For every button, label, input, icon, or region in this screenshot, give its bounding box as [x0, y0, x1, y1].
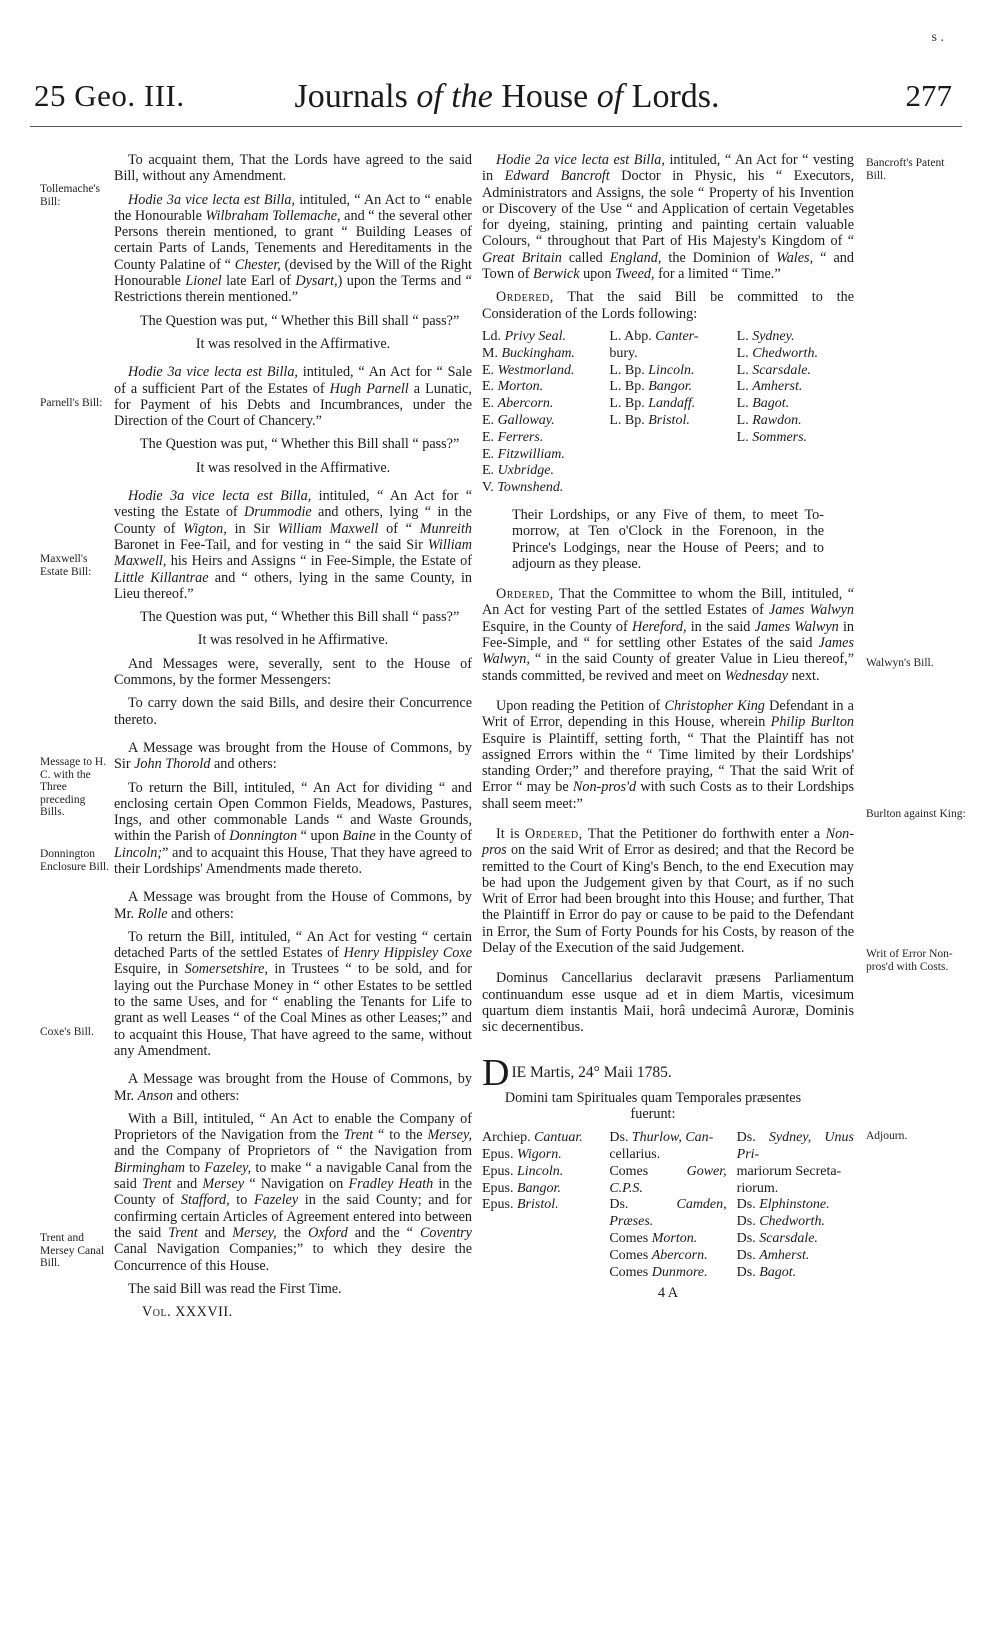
- margin-note-bancroft: Bancroft's Patent Bill.: [866, 157, 945, 182]
- present-heading: Domini tam Spirituales quam Temporales præsentes fuerunt:: [504, 1089, 802, 1122]
- sitting-date: IE Martis, 24° Maii 1785.: [511, 1063, 672, 1081]
- lord-name: L. Sommers.: [736, 429, 808, 445]
- lord-name: L. Bp. Bristol.: [609, 412, 690, 428]
- paragraph: To acquaint them, That the Lords have agreed to the said Bill, without any Amendment.: [114, 152, 472, 185]
- paragraph-bancroft: Hodie 2a vice lecta est Billa, intituled, “ An Act for “ vesting in Edward Bancroft Doctor in Physic, his “ Executors, Administrators and Assigns, the sole “ Property of his Invention or Discovery of the Use “ and Application of certain Vegetables for dyeing, staining, printing and painting certain valuable Colours, “ throughout that Part of His Majesty's Kingdom of “ Great Britain called England, the Dominion of Wales, “ and Town of Berwick upon Tweed, for a limited “ Time.”: [482, 152, 855, 283]
- lord-name: Ds. Scarsdale.: [736, 1230, 818, 1246]
- paragraph-message-donnington: A Message was brought from the House of Commons, by Sir John Thorold and others:: [114, 739, 472, 773]
- header-rule: [30, 126, 962, 127]
- margin-note-coxe: Coxe's Bill.: [40, 1026, 94, 1038]
- lord-name: mariorum Secreta-: [736, 1163, 842, 1179]
- lord-name: Ds. Bagot.: [736, 1264, 797, 1280]
- paragraph-messages: And Messages were, severally, sent to the House of Commons, by the former Messengers:: [114, 655, 472, 689]
- paragraph-parnell: Hodie 3a vice lecta est Billa, intituled, “ An Act for “ Sale of a sufficient Part of the Estates of Hugh Parnell a Lunatic, for Payment of his Debts and Incumbrances, under the Direction of the Court of Chancery.”: [114, 364, 472, 430]
- paragraph-meeting: Their Lordships, or any Five of them, to meet To-morrow, at Ten o'Clock in the Forenoon, in the Prince's Lodgings, near the House of Peers; and to adjourn as they please.: [512, 506, 824, 572]
- lords-column-1: [482, 329, 599, 497]
- question: The Question was put, “ Whether this Bill shall “ pass?”: [140, 436, 460, 453]
- lord-name: E. Westmorland.: [482, 362, 575, 378]
- header-title: Journals of the House of Lords.: [294, 78, 720, 115]
- lords-column-3: [737, 329, 854, 497]
- lord-name: E. Abercorn.: [482, 396, 554, 412]
- paragraph-writ-of-error: It is Ordered, That the Petitioner do forthwith enter a Non-pros on the said Writ of Error as desired; and that the Record be remitted to the Court of King's Bench, to the end Execution may be had upon the Judgement given by that Court, as if no such Writ of Error had been brought into this House; and further, That the Plaintiff in Error do pay or cause to be paid to the Defendant in Error, the Sum of Forty Pounds for his Costs, by reason of the Delay of the Execution of the said Judgement.: [482, 825, 854, 957]
- lord-name: L. Scarsdale.: [736, 362, 811, 378]
- margin-note-parnell: Parnell's Bill:: [40, 397, 103, 409]
- lord-name: Comes Morton.: [609, 1230, 698, 1246]
- lord-name: Ds. Thurlow, Can-: [609, 1130, 714, 1146]
- right-column: [482, 152, 854, 1302]
- drop-cap: D: [482, 1051, 510, 1094]
- question: The Question was put, “ Whether this Bill shall “ pass?”: [140, 609, 460, 626]
- paragraph-tollemache: Hodie 3a vice lecta est Billa, intituled, “ An Act to “ enable the Honourable Wilbraham Tollemache, and “ the several other Persons therein mentioned, to grant “ Building Leases of certain Parts of Lands, Tenements and Hereditaments in the County Palatine of “ Chester, (devised by the Will of the Right Honourable Lionel late Earl of Dysart,) upon the Terms and “ Restrictions therein mentioned.”: [114, 191, 472, 306]
- margin-note-message: Message to H. C. with the Three preceding Bills.: [40, 756, 107, 818]
- lord-name: E. Morton.: [482, 379, 544, 395]
- paragraph-walwyn: Ordered, That the Committee to whom the Bill, intituled, “ An Act for vesting Part of the settled Estates of James Walwyn Esquire, in the County of Hereford, in the said James Walwyn in Fee-Simple, and “ for settling other Estates of the said James Walwyn, “ in the said County of greater Value in Lieu thereof,” stands committed, be revived and meet on Wednesday next.: [482, 586, 854, 684]
- lord-name: L. Chedworth.: [736, 345, 818, 361]
- lord-name: bury.: [609, 345, 638, 361]
- lord-name: L. Sydney.: [736, 328, 795, 344]
- lord-name: Epus. Bristol.: [482, 1197, 559, 1213]
- lord-name: L. Bp. Lincoln.: [609, 362, 695, 378]
- paragraph-burlton: Upon reading the Petition of Christopher King Defendant in a Writ of Error, depending in this House, wherein Philip Burlton Esquire is Plaintiff, setting forth, “ That the Plaintiff has not assigned Errors within the “ Time limited by their Lordships' standing Order;” and therefore praying, “ That the said Writ of Error “ may be Non-pros'd with such Costs as to their Lordships shall seem meet:”: [482, 697, 854, 812]
- page-number: 277: [905, 78, 952, 113]
- present-column-2: [609, 1130, 726, 1281]
- lord-name: E. Uxbridge.: [482, 463, 554, 479]
- margin-note-adjourn: Adjourn.: [866, 1130, 908, 1142]
- lord-name: V. Townshend.: [482, 480, 564, 496]
- lord-name: riorum.: [736, 1180, 779, 1196]
- lord-name: Comes Dunmore.: [609, 1264, 708, 1280]
- lord-name: Ds. Sydney, Unus Pri-: [736, 1130, 854, 1162]
- lord-name: Ds. Amherst.: [736, 1247, 810, 1263]
- header-regnal-year: 25 Geo. III.: [34, 78, 185, 113]
- lord-name: M. Buckingham.: [482, 345, 575, 361]
- lord-name: L. Amherst.: [736, 379, 803, 395]
- resolution: It was resolved in he Affirmative.: [197, 632, 389, 649]
- lord-name: Comes Abercorn.: [609, 1247, 708, 1263]
- lord-name: E. Galloway.: [482, 412, 555, 428]
- margin-note-maxwell: Maxwell's Estate Bill:: [40, 553, 92, 578]
- paragraph-ordered-committee: Ordered, That the said Bill be committed to the Consideration of the Lords following:: [482, 289, 854, 322]
- paragraph-first-time: The said Bill was read the First Time.: [128, 1280, 342, 1297]
- lord-name: Archiep. Cantuar.: [482, 1130, 583, 1146]
- paragraph-message-trent: A Message was brought from the House of Commons, by Mr. Anson and others:: [114, 1071, 472, 1104]
- lord-name: Epus. Wigorn.: [482, 1146, 562, 1162]
- lord-name: L. Bp. Landaff.: [609, 396, 696, 412]
- lord-name: Epus. Bangor.: [482, 1180, 561, 1196]
- left-column: [114, 152, 472, 1327]
- paragraph-trent: With a Bill, intituled, “ An Act to enable the Company of Proprietors of the Navigation from the Trent “ to the Mersey, and the Company of Proprietors of “ the Navigation from Birmingham to Fazeley, to make “ a navigable Canal from the said Trent and Mersey “ Navigation on Fradley Heath in the County of Stafford, to Fazeley in the said County; and for confirming certain Articles of Agreement entered into between the said Trent and Mersey, the Oxford and the “ Coventry Canal Navigation Companies;” to which they desire the Concurrence of this House.: [114, 1110, 472, 1274]
- lord-name: Epus. Lincoln.: [482, 1163, 564, 1179]
- lord-name: L. Bagot.: [736, 396, 790, 412]
- lord-name: Ds. Camden, Præses.: [609, 1197, 727, 1230]
- lord-name: Comes Gower, C.P.S.: [609, 1163, 727, 1196]
- resolution: It was resolved in the Affirmative.: [195, 335, 391, 352]
- margin-note-trent: Trent and Mersey Canal Bill.: [40, 1232, 105, 1269]
- paragraph-donnington: To return the Bill, intituled, “ An Act for dividing “ and enclosing certain Open Common Fields, Meadows, Pastures, Ings, and other commonable Lands “ and Waste Grounds, within the Parish of Donnington “ upon Baine in the County of Lincoln;” and to acquaint this House, That they have agreed to their Lordships' Amendments made thereto.: [114, 779, 472, 877]
- margin-note-tollemache: Tollemache's Bill:: [40, 183, 101, 208]
- lord-name: L. Rawdon.: [736, 412, 802, 428]
- sitting-heading: [482, 1051, 854, 1094]
- volume-mark: Vol. XXXVII.: [142, 1304, 233, 1321]
- paragraph-maxwell: Hodie 3a vice lecta est Billa, intituled, “ An Act for “ vesting the Estate of Drummodie and others, lying “ in the County of Wigton, in Sir William Maxwell of “ Munreith Baronet in Fee-Tail, and for vesting in “ the said Sir William Maxwell, his Heirs and Assigns “ in Fee-Simple, the Estate of Little Killantrae and “ others, lying in the same County, in Lieu thereof.”: [114, 488, 473, 602]
- signature-mark: 4 A: [657, 1285, 679, 1302]
- lord-name: E. Fitzwilliam.: [482, 446, 565, 462]
- present-column-3: [737, 1130, 854, 1281]
- margin-note-donnington: Donnington Enclosure Bill.: [40, 848, 109, 873]
- question: The Question was put, “ Whether this Bill shall “ pass?”: [140, 312, 460, 329]
- lord-name: cellarius.: [609, 1146, 661, 1162]
- lord-name: Ds. Elphinstone.: [736, 1197, 830, 1213]
- paragraph-adjourn: Dominus Cancellarius declaravit præsens Parliamentum continuandum esse usque ad et in diem Martis, vicesimum quartum diem instantis Maii, horâ undecimâ Auroræ, Dominis sic decernentibus.: [482, 970, 854, 1036]
- lord-name: Ds. Chedworth.: [736, 1214, 825, 1230]
- margin-note-writ: Writ of Error Non-pros'd with Costs.: [866, 948, 953, 973]
- lord-name: E. Ferrers.: [482, 429, 544, 445]
- margin-note-burlton: Burlton against King:: [866, 808, 966, 820]
- paragraph-message-coxe: A Message was brought from the House of Commons, by Mr. Rolle and others:: [114, 889, 472, 922]
- lords-column-2: [609, 329, 726, 497]
- corner-mark: s .: [931, 30, 944, 45]
- paragraph-coxe: To return the Bill, intituled, “ An Act for vesting “ certain detached Parts of the settled Estates of Henry Hippisley Coxe Esquire, in Somersetshire, in Trustees “ to be sold, and for laying out the Purchase Money in “ other Estates to be settled to the same Uses, and for “ enabling the Tenants for Life to grant as well Leases “ of the Coal Mines as other Leases;” and to acquaint this House, That have agreed to the same, without any Amendment.: [114, 928, 472, 1059]
- lord-name: L. Bp. Bangor.: [609, 379, 693, 395]
- paragraph-carry-down: To carry down the said Bills, and desire their Concurrence thereto.: [114, 695, 472, 728]
- present-column-1: [482, 1130, 599, 1281]
- resolution: It was resolved in the Affirmative.: [195, 459, 391, 476]
- lord-name: Ld. Privy Seal.: [482, 328, 566, 344]
- margin-note-walwyn: Walwyn's Bill.: [866, 657, 934, 669]
- committee-lords-list: [482, 329, 854, 497]
- lord-name: L. Abp. Canter-: [609, 328, 699, 344]
- present-lords-list: [482, 1130, 854, 1281]
